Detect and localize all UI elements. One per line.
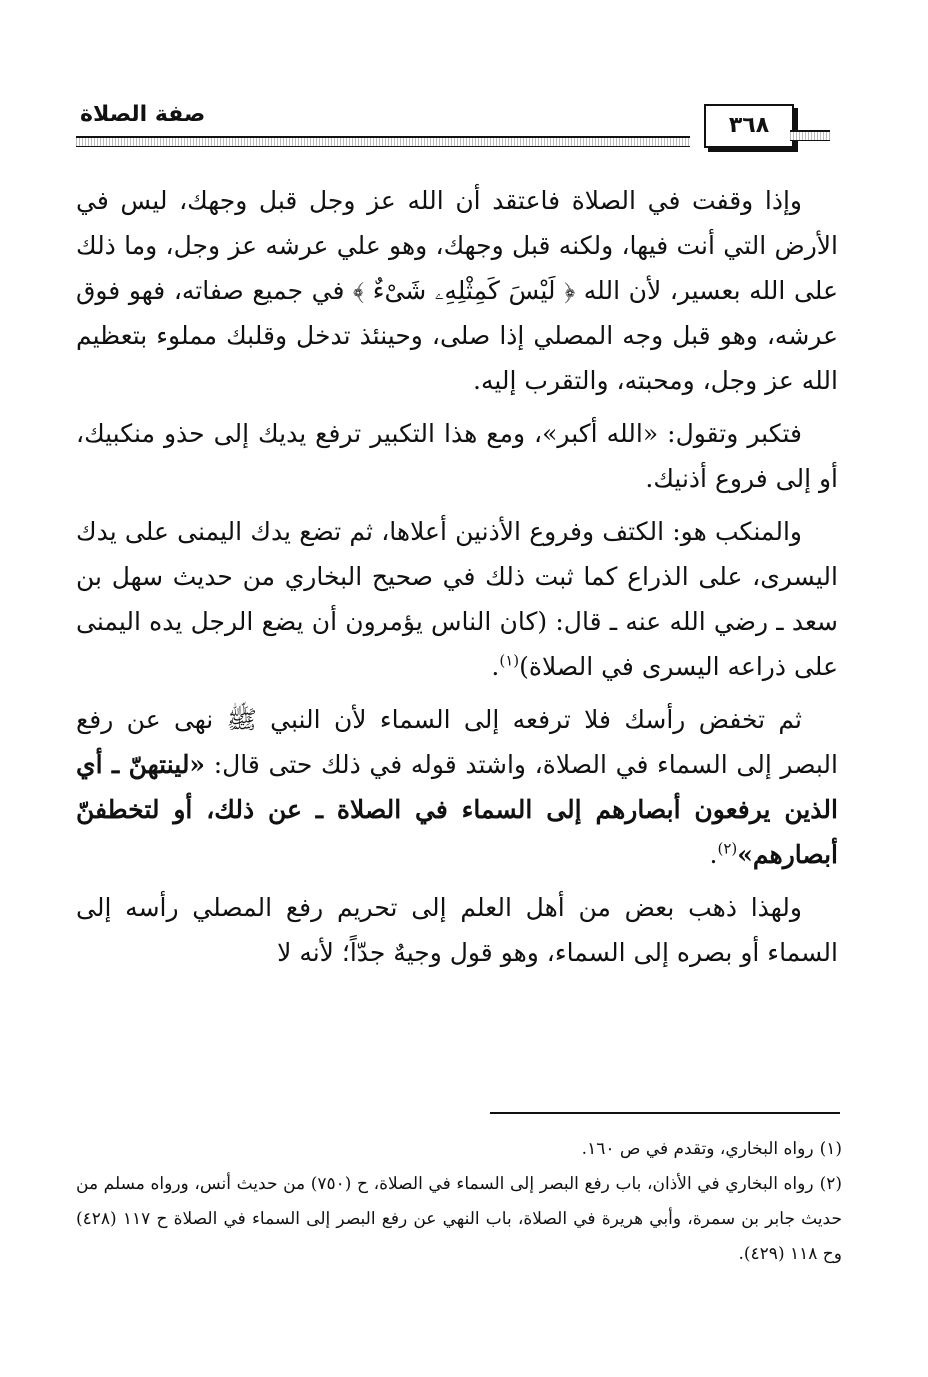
paragraph-3 xyxy=(76,509,838,689)
paragraph-3-text: والمنكب هو: الكتف وفروع الأذنين أعلاها، ثم تضع يدك اليمنى على يدك اليسرى، على الذراع كما ثبت ذلك في صحيح البخاري من حديث سهل بن سعد ـ رضي الله عنه ـ قال: (كان الناس يؤمرون أن يضع الرجل يده اليمنى على ذراعه اليسرى في الصلاة) xyxy=(76,517,838,681)
footnote-ref-1[interactable]: (١) xyxy=(499,651,520,670)
footnote-1 xyxy=(76,1132,842,1167)
footnotes xyxy=(76,1132,842,1272)
page-number: ٣٦٨ xyxy=(704,104,794,148)
hadith-quote: «لينتهنّ ـ أي الذين يرفعون أبصارهم إلى السماء في الصلاة ـ عن ذلك، أو لتخطفنّ أبصارهم» xyxy=(76,750,838,869)
paragraph-4-end: . xyxy=(709,840,718,869)
footnote-2 xyxy=(76,1167,842,1272)
paragraph-4-text: ثم تخفض رأسك فلا ترفعه إلى السماء لأن النبي ﷺ نهى عن رفع البصر إلى السماء في الصلاة، واشتد قوله في ذلك حتى قال: xyxy=(76,705,838,779)
paragraph-1: وإذا وقفت في الصلاة فاعتقد أن الله عز وجل قبل وجهك، ليس في الأرض التي أنت فيها، ولكنه قبل وجهك، وهو علي عرشه عز وجل، وما ذلك على الله بعسير، لأن الله ﴿ لَيْسَ كَمِثْلِهِۦ شَىْءٌ ﴾ في جميع صفاته، فهو فوق عرشه، وهو قبل وجه المصلي إذا صلى، وحينئذ تدخل وقلبك مملوء بتعظيم الله عز وجل، ومحبته، والتقرب إليه. xyxy=(76,186,838,395)
running-title: صفة الصلاة xyxy=(80,102,206,127)
paragraph-2: فتكبر وتقول: «الله أكبر»، ومع هذا التكبير ترفع يديك إلى حذو منكبيك، أو إلى فروع أذنيك. xyxy=(76,419,838,493)
footnote-2-number: (٢) xyxy=(819,1174,842,1194)
paragraph-3-end: . xyxy=(491,652,500,681)
footnote-separator xyxy=(490,1112,840,1114)
footnote-1-text: رواه البخاري، وتقدم في ص ١٦٠. xyxy=(581,1139,814,1159)
footnote-2-text: رواه البخاري في الأذان، باب رفع البصر إلى السماء في الصلاة، ح (٧٥٠) من حديث أنس، ورواه مسلم من حديث جابر بن سمرة، وأبي هريرة في الصلاة، باب النهي عن رفع البصر إلى السماء في الصلاة ح ١١٧ (٤٢٨) وح ١١٨ (٤٢٩). xyxy=(76,1174,842,1264)
header-rule-right xyxy=(790,130,830,141)
footnote-ref-2[interactable]: (٢) xyxy=(717,839,738,858)
main-text xyxy=(76,178,838,983)
page-header xyxy=(76,96,830,156)
paragraph-4 xyxy=(76,697,838,877)
header-rule xyxy=(76,136,690,147)
footnote-1-number: (١) xyxy=(819,1139,842,1159)
paragraph-5: ولهذا ذهب بعض من أهل العلم إلى تحريم رفع المصلي رأسه إلى السماء أو بصره إلى السماء، وهو قول وجيهٌ جدّاً؛ لأنه لا xyxy=(76,893,838,967)
